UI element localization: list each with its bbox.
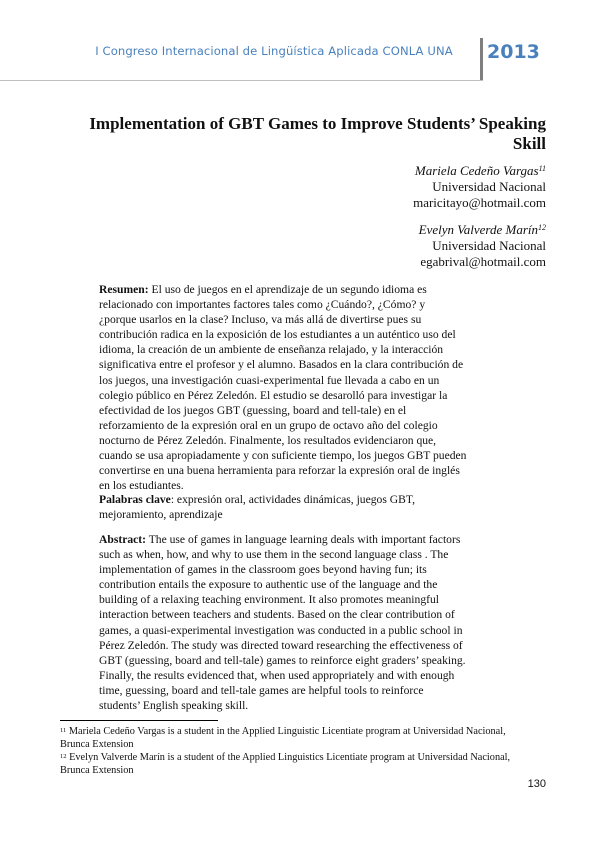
footnote-mark: 11 [538, 164, 546, 173]
author-affiliation: Universidad Nacional [432, 238, 546, 253]
resumen-line: en los estudiantes. [99, 479, 184, 493]
resumen-line: relacionado con importantes factores tales como ¿Cuándo?, ¿Cómo? y [99, 298, 426, 312]
footnote-rule [60, 720, 218, 721]
resumen-line: colegio público en Pérez Zeledón. El estudio se desarolló para investigar la [99, 388, 448, 402]
author-block [413, 163, 546, 211]
resumen-line: cuando se usa apropiadamente y con suficiente tiempo, los juegos GBT pueden [99, 449, 467, 463]
author-name: Evelyn Valverde Marín [418, 222, 538, 237]
footnote-mark: 11 [60, 727, 67, 734]
page-number: 130 [527, 778, 546, 790]
paper-title-line: Implementation of GBT Games to Improve Students’ Speaking [89, 114, 546, 133]
abstract-line: students’ English speaking skill. [99, 699, 249, 713]
header-year: 2013 [487, 41, 540, 63]
footnote-text: Brunca Extension [60, 739, 134, 750]
footnote [60, 751, 550, 777]
abstract-line: Pérez Zeledón. The study was directed toward researching the effectiveness of [99, 638, 463, 652]
resumen-line: El uso de juegos en el aprendizaje de un segundo idioma es [148, 283, 427, 296]
footnote-mark: 12 [538, 223, 546, 232]
resumen-line: significativa entre el profesor y el alumno. Basados en la clara contribución de [99, 358, 464, 372]
abstract-line: games, a quasi-experimental investigation was conducted in a public school in [99, 623, 463, 637]
abstract-line: implementation of games in the classroom goes beyond having fun; its [99, 563, 427, 577]
abstract-line: such as when, how, and why to use them in the second language class . The [99, 548, 449, 562]
resumen-line: efectividad de los juegos GBT (guessing, board and tell-tale) en el [99, 403, 407, 417]
author-block [419, 222, 546, 270]
resumen-section [99, 282, 489, 493]
author-email: egabrival@hotmail.com [420, 254, 546, 269]
resumen-line: idioma, la creación de un ambiente de enseñanza relajado, y la interacción [99, 343, 444, 357]
resumen-line: convertirse en una buena herramienta para reforzar la expresión oral de inglés [99, 464, 460, 478]
abstract-line: Finally, the results evidenced that, when used appropriately and with enough [99, 668, 455, 682]
resumen-line: los juegos, una investigación cuasi-experimental fue llevada a cabo en un [99, 373, 440, 387]
footnote-text: Evelyn Valverde Marín is a student of the Applied Linguistics Licentiate program at Universidad Nacional, [66, 752, 511, 763]
palabras-clave-label: Palabras clave [99, 493, 171, 506]
resumen-label: Resumen: [99, 283, 149, 296]
resumen-line: ¿porque usarlos en la clase? Incluso, va más allá de divertirse pues su [99, 313, 422, 327]
footnote-text: Mariela Cedeño Vargas is a student in the Applied Linguistic Licentiate program at Universidad Nacional, [66, 726, 506, 737]
paper-title-line: Skill [512, 134, 546, 153]
abstract-line: contribution entails the exposure to authentic use of the language and the [99, 578, 438, 592]
author-name: Mariela Cedeño Vargas [414, 163, 539, 178]
palabras-clave-line: mejoramiento, aprendizaje [99, 508, 223, 522]
abstract-line: GBT (guessing, board and tell-tale) games to reinforce eight graders’ speaking. [99, 653, 466, 667]
author-affiliation: Universidad Nacional [432, 179, 546, 194]
header-rule [0, 80, 483, 81]
paper-title [60, 114, 546, 154]
resumen-line: contribución radica en la exposición de los estudiantes a un auténtico uso del [99, 328, 456, 342]
abstract-line: interaction between teachers and students. Based on the clear contribution of [99, 608, 455, 622]
footnote-text: Brunca Extension [60, 765, 134, 776]
abstract-line: The use of games in language learning deals with important factors [146, 533, 461, 546]
abstract-line: time, guessing, board and tell-tale games are helpful tools to reinforce [99, 683, 424, 697]
palabras-clave-section [99, 492, 489, 522]
abstract-label: Abstract: [99, 533, 147, 546]
conference-header: I Congreso Internacional de Lingüística Aplicada CONLA UNA [95, 44, 453, 58]
author-email: maricitayo@hotmail.com [413, 195, 546, 210]
header-divider [480, 38, 483, 80]
footnote [60, 725, 550, 751]
footnote-mark: 12 [60, 753, 67, 760]
abstract-line: building of a relaxing teaching environment. It also promotes meaningful [99, 593, 439, 607]
resumen-line: reforzamiento de la expresión oral en un grupo de octavo año del colegio [99, 418, 438, 432]
resumen-line: nocturno de Pérez Zeledón. Finalmente, los resultados evidenciaron que, [99, 433, 437, 447]
abstract-section [99, 532, 489, 713]
palabras-clave-line: : expresión oral, actividades dinámicas, juegos GBT, [170, 493, 415, 506]
